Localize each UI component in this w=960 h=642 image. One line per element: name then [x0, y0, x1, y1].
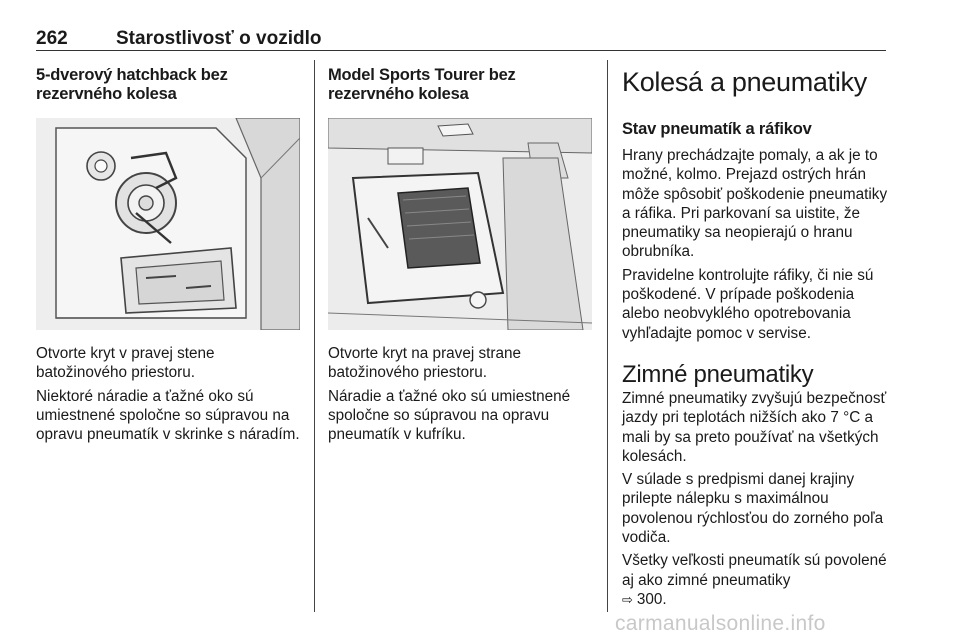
page-number: 262	[36, 28, 68, 49]
hatchback-para-1: Otvorte kryt v pravej stene batožinového priestoru.	[36, 345, 215, 382]
sports-tourer-trunk-illustration	[328, 118, 592, 330]
chapter-title: Starostlivosť o vozidlo	[116, 28, 322, 49]
sports-tourer-heading	[328, 66, 592, 104]
winter-tyres-para-2: V súlade s predpismi danej krajiny prilepte nálepku s maximálnou povolenou rýchlosťou do zorného poľa vodiča.	[622, 471, 884, 547]
tyre-condition-para-2: Pravidelne kontrolujte ráfiky, či nie sú poškodené. V prípade poškodenia alebo neobvyklého opotrebovania vyhľadajte pomoc v servise.	[622, 266, 874, 342]
sports-tourer-trunk-svg	[328, 118, 592, 330]
section-title-wheels-tyres: Kolesá a pneumatiky	[622, 67, 867, 97]
column-wheels-tyres	[622, 60, 888, 613]
column-hatchback	[36, 60, 300, 448]
sports-tourer-para-2: Náradie a ťažné oko sú umiestnené spoločne so súpravou na opravu pneumatík v kufríku.	[328, 387, 571, 444]
hatchback-trunk-svg	[36, 118, 300, 330]
watermark: carmanualsonline.info	[615, 612, 826, 635]
section-title-winter-tyres: Zimné pneumatiky	[622, 360, 814, 388]
hatchback-heading-line1: 5-dverový hatchback bez	[36, 66, 228, 84]
column-sports-tourer	[328, 60, 592, 448]
sports-tourer-heading-line1: Model Sports Tourer bez	[328, 66, 516, 84]
hatchback-trunk-illustration	[36, 118, 300, 330]
page-reference-link[interactable]: 300.	[636, 590, 667, 608]
hatchback-heading-line2: rezervného kolesa	[36, 85, 177, 103]
hatchback-para-2: Niektoré náradie a ťažné oko sú umiestnené spoločne so súpravou na opravu pneumatík v skrinke s náradím.	[36, 387, 300, 444]
winter-tyres-para-3-text: Všetky veľkosti pneumatík sú povolené aj ako zimné pneumatiky	[622, 552, 887, 589]
sports-tourer-para-1: Otvorte kryt na pravej strane batožinového priestoru.	[328, 345, 521, 382]
tyre-condition-para-1: Hrany prechádzajte pomaly, a ak je to možné, kolmo. Prejazd ostrých hrán môže spôsobiť poškodenie pneumatiky a ráfika. Pri parkovaní sa uistite, že pneumatiky sa neopierajú o hranu obrubníka.	[622, 147, 888, 261]
page-reference-arrow-icon: ⇨	[622, 591, 633, 607]
winter-tyres-para-3	[622, 551, 888, 609]
subheading-tyre-condition: Stav pneumatík a ráfikov	[622, 120, 812, 138]
sports-tourer-heading-line2: rezervného kolesa	[328, 85, 469, 103]
header-rule	[36, 50, 886, 51]
column-divider-1	[314, 60, 315, 612]
hatchback-heading	[36, 66, 300, 104]
column-divider-2	[607, 60, 608, 612]
winter-tyres-para-1: Zimné pneumatiky zvyšujú bezpečnosť jazdy pri teplotách nižších ako 7 °C a mali by sa preto používať na všetkých kolesách.	[622, 389, 887, 465]
page-header	[36, 28, 886, 52]
